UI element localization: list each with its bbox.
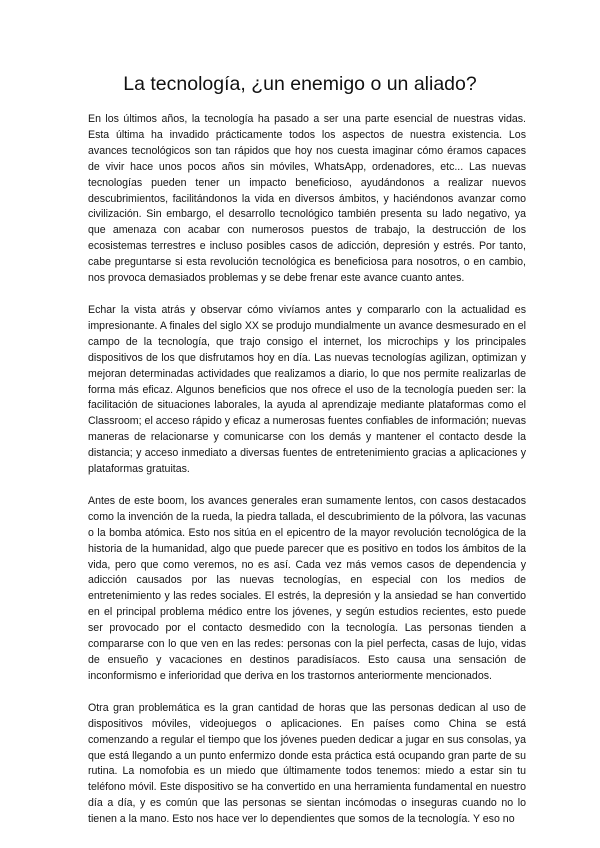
paragraph-intro: En los últimos años, la tecnología ha pasado a ser una parte esencial de nuestras vidas. Esta última ha invadido prácticamente todos los aspectos de nuestra existencia. Los avances tecnológicos son tan rápidos que hoy nos cuesta imaginar cómo éramos capaces de vivir hace unos pocos años sin móviles, WhatsApp, ordenadores, etc... Las nuevas tecnologías pueden tener un impacto beneficioso, ayudándonos a realizar nuevos descubrimientos, facilitándonos la vida en diversos ámbitos, y haciéndonos avanzar como civilización. Sin embargo, el desarrollo tecnológico también presenta su lado negativo, ya que amenaza con acabar con numerosos puestos de trabajo, la destrucción de los ecosistemas terrestres e incluso posibles casos de adicción, depresión y estrés. Por tanto, cabe preguntarse si esta revolución tecnológica es beneficiosa para nosotros, o en cambio, nos provoca demasiados problemas y se debe frenar este avance cuanto antes. <box>88 113 526 285</box>
document-title: La tecnología, ¿un enemigo o un aliado? <box>123 73 477 95</box>
paragraph-benefits: Echar la vista atrás y observar cómo vivíamos antes y compararlo con la actualidad es impresionante. A finales del siglo XX se produjo mundialmente un avance desmesurado en el campo de la tecnología, que trajo consigo el internet, los microchips y los principales dispositivos de los que disfrutamos hoy en día. Las nuevas tecnologías agilizan, optimizan y mejoran determinadas actividades que realizamos a diario, lo que nos permite realizarlas de forma más eficaz. Algunos beneficios que nos ofrece el uso de la tecnología pueden ser: la facilitación de situaciones laborales, la ayuda al aprendizaje mediante plataformas como el Classroom; el acceso rápido y eficaz a numerosas fuentes confiables de información; nuevas maneras de relacionarse y comunicarse con los demás y mantener el contacto desde la distancia; y acceso inmediato a diversas fuentes de entretenimiento gracias a aplicaciones y plataformas gratuitas. <box>88 303 526 476</box>
document-body <box>88 112 526 844</box>
paragraph-dependence: Antes de este boom, los avances generales eran sumamente lentos, con casos destacados como la invención de la rueda, la piedra tallada, el descubrimiento de la pólvora, las vacunas o la bomba atómica. Esto nos sitúa en el epicentro de la mayor revolución tecnológica de la historia de la humanidad, algo que puede parecer que es positivo en todos los ámbitos de la vida, pero que como veremos, no es así. Cada vez más vemos casos de dependencia y adicción causados por las nuevas tecnologías, en especial con los medios de entretenimiento y las redes sociales. El estrés, la depresión y la ansiedad se han convertido en el principal problema médico entre los jóvenes, y según estudios recientes, esto puede ser provocado por el contacto desmedido con la tecnología. Las personas tienden a compararse con lo que ven en las redes: personas con la piel perfecta, casas de lujo, vidas de ensueño y vacaciones en destinos paradisíacos. Esto causa una sensación de inconformismo e inferioridad que deriva en los trastornos anteriormente mencionados. <box>88 494 526 682</box>
paragraph-screen-time: Otra gran problemática es la gran cantidad de horas que las personas dedican al uso de dispositivos móviles, videojuegos o aplicaciones. En países como China se está comenzando a regular el tiempo que los jóvenes pueden dedicar a jugar en sus consolas, ya que está llegando a un punto enfermizo donde esta práctica está ocupando gran parte de su rutina. La nomofobia es un miedo que últimamente todos tenemos: miedo a estar sin tu teléfono móvil. Este dispositivo se ha convertido en una herramienta fundamental en nuestro día a día, y es común que las personas se sientan incómodas o inseguras cuando no lo tienen a la mano. Esto nos hace ver lo dependientes que somos de la tecnología. Y eso no <box>88 701 526 826</box>
